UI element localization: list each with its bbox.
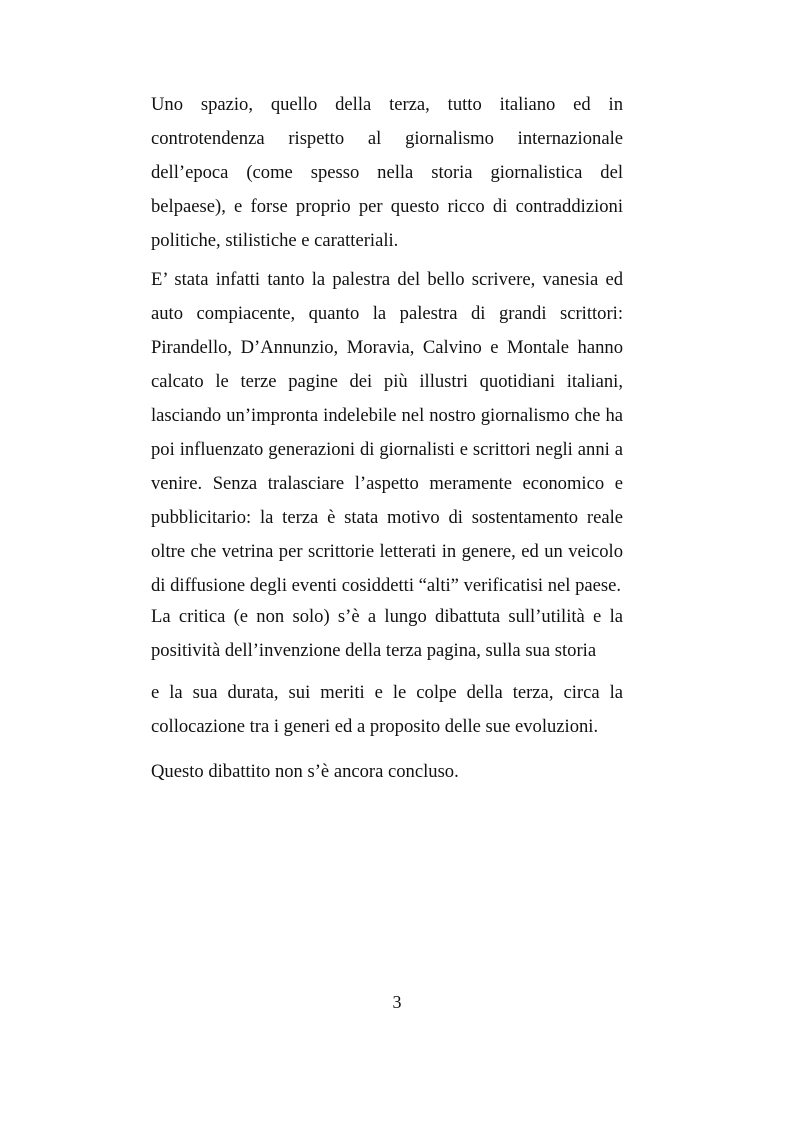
paragraph-line: di diffusione degli eventi cosiddetti “alti” verificatisi nel paese.: [151, 575, 622, 596]
paragraph-line: venire. Senza tralasciare l’aspetto meramente economico e: [151, 473, 623, 494]
paragraph-2: [151, 263, 623, 603]
paragraph-line: Uno spazio, quello della terza, tutto italiano ed in: [151, 94, 623, 115]
paragraph-line: positività dell’invenzione della terza pagina, sulla sua storia: [151, 640, 597, 661]
paragraph-line: Questo dibattito non s’è ancora concluso.: [151, 761, 459, 782]
paragraph-4: [151, 676, 623, 744]
paragraph-line: controtendenza rispetto al giornalismo internazionale: [151, 128, 623, 149]
paragraph-line: auto compiacente, quanto la palestra di grandi scrittori:: [151, 303, 623, 324]
paragraph-line: E’ stata infatti tanto la palestra del bello scrivere, vanesia ed: [151, 269, 623, 290]
paragraph-line: La critica (e non solo) s’è a lungo dibattuta sull’utilità e la: [151, 606, 623, 627]
paragraph-line: lasciando un’impronta indelebile nel nostro giornalismo che ha: [151, 405, 623, 426]
paragraph-line: e la sua durata, sui meriti e le colpe della terza, circa la: [151, 682, 623, 703]
paragraph-line: Pirandello, D’Annunzio, Moravia, Calvino e Montale hanno: [151, 337, 623, 358]
page-number: 3: [392, 992, 402, 1012]
paragraph-line: dell’epoca (come spesso nella storia giornalistica del: [151, 162, 623, 183]
paragraph-1: [151, 88, 623, 258]
paragraph-line: collocazione tra i generi ed a proposito delle sue evoluzioni.: [151, 716, 599, 737]
paragraph-line: calcato le terze pagine dei più illustri quotidiani italiani,: [151, 371, 623, 392]
paragraph-5: [151, 755, 623, 789]
paragraph-line: pubblicitario: la terza è stata motivo di sostentamento reale: [151, 507, 623, 528]
paragraph-3: [151, 600, 623, 668]
paragraph-line: politiche, stilistiche e caratteriali.: [151, 230, 399, 251]
paragraph-line: oltre che vetrina per scrittorie letterati in genere, ed un veicolo: [151, 541, 623, 562]
paragraph-line: belpaese), e forse proprio per questo ricco di contraddizioni: [151, 196, 623, 217]
paragraph-line: poi influenzato generazioni di giornalisti e scrittori negli anni a: [151, 439, 623, 460]
